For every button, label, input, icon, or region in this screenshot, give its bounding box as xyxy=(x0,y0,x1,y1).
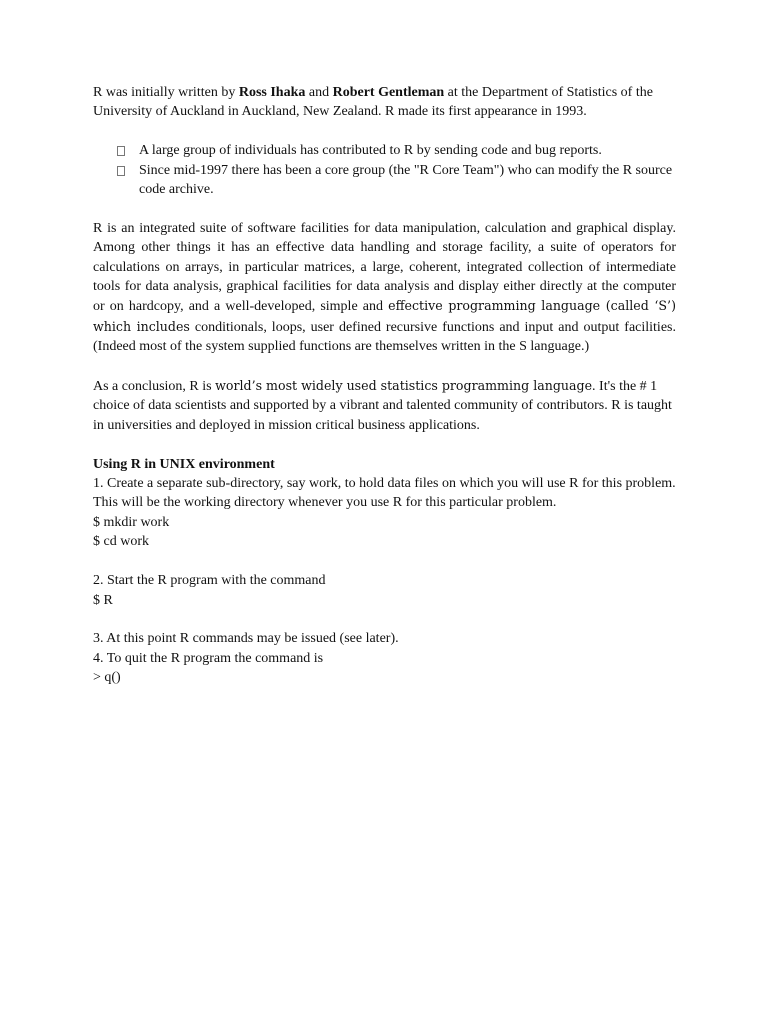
command-r: $ R xyxy=(93,592,113,608)
command-cd: $ cd work xyxy=(93,534,149,550)
list-item-text: A large group of individuals has contributed to R by sending code and bug reports. xyxy=(139,143,602,159)
list-item xyxy=(93,141,676,160)
step-3-text: 3. At this point R commands may be issued (see later). xyxy=(93,631,399,647)
step-4-text: 4. To quit the R program the command is xyxy=(93,650,324,666)
description-text-2: effective programming language (called ‘S’) which includes xyxy=(93,298,676,334)
step-1-text: 1. Create a separate sub-directory, say work, to hold data files on which you will use R for this problem. This will be the working directory whenever you use R for this particular problem. xyxy=(93,476,676,511)
intro-text-2: and xyxy=(305,85,333,100)
command-quit: > q() xyxy=(93,670,121,686)
intro-text-1: R was initially written by xyxy=(93,85,239,100)
contributors-list xyxy=(93,141,676,199)
blank-line xyxy=(93,610,676,629)
conclusion-text-3: . It's the # 1 choice of data scientists and supported by a vibrant and talented community of contributors. R is taught in universities and deployed in mission critical business applications. xyxy=(93,379,672,433)
description-text-3: conditionals, loops, user defined recursive functions and input and output facilities. (Indeed most of the system supplied functions are themselves written in the S language.) xyxy=(93,319,676,355)
conclusion-text-1: As a conclusion, R is xyxy=(93,379,216,395)
step-2-text: 2. Start the R program with the command xyxy=(93,573,326,589)
list-item-text: Since mid-1997 there has been a core group (the "R Core Team") who can modify the R source code archive. xyxy=(139,162,673,198)
command-mkdir: $ mkdir work xyxy=(93,514,170,530)
document-page xyxy=(93,83,676,688)
intro-text-3: at the Department of Statistics of the University of Auckland in Auckland, New Zealand. R made its first appearance in 1993. xyxy=(93,85,653,120)
blank-line xyxy=(93,552,676,571)
conclusion-text-2: world’s most widely used statistics programming language xyxy=(215,378,593,394)
bullet-box-icon xyxy=(117,166,125,176)
description-text-1: R is an integrated suite of software facilities for data manipulation, calculation and graphical display. Among other things it has an effective data handling and storage facility, a suite of operators for calculations on arrays, in particular matrices, a large, coherent, integrated collection of intermediate tools for data analysis, graphical facilities for data analysis and display either directly at the computer or on hardcopy, and a well-developed, simple and xyxy=(93,220,676,315)
author-robert-gentleman: Robert Gentleman xyxy=(332,85,445,100)
unix-section-heading: Using R in UNIX environment xyxy=(93,456,275,472)
bullet-box-icon xyxy=(117,146,125,156)
list-item xyxy=(93,161,676,200)
conclusion-paragraph xyxy=(93,376,676,435)
description-paragraph xyxy=(93,219,676,357)
unix-section xyxy=(93,455,676,688)
author-ross-ihaka: Ross Ihaka xyxy=(238,85,306,100)
intro-paragraph xyxy=(93,83,676,122)
